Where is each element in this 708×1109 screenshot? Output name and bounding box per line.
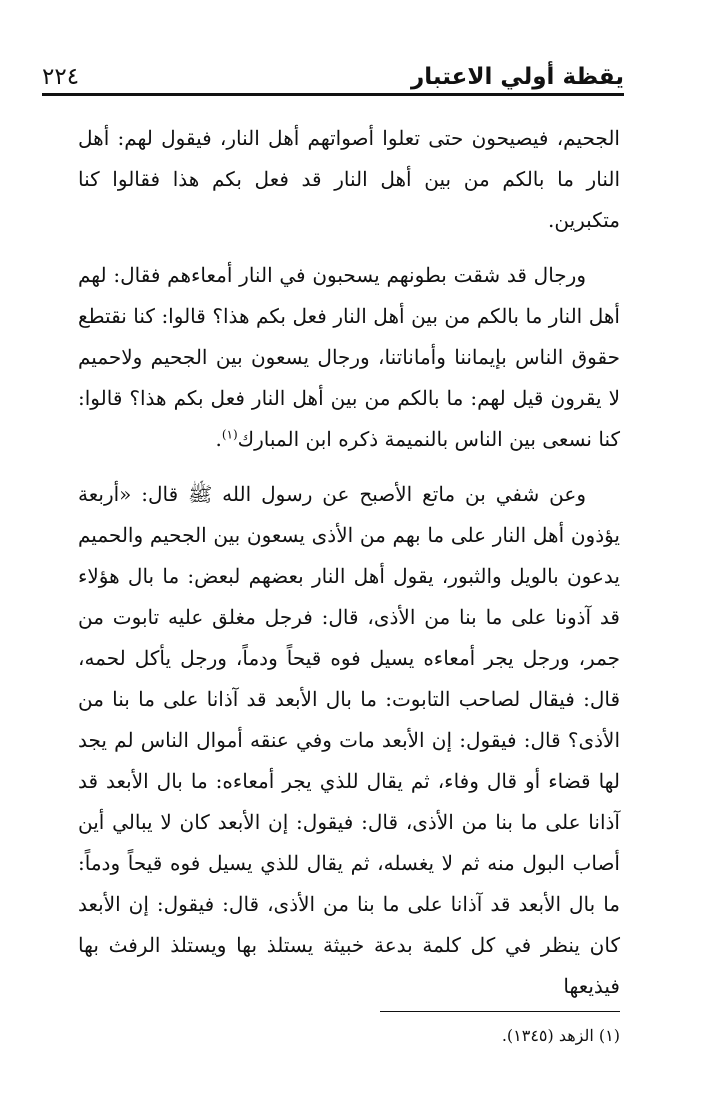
footnote: (١) الزهد (١٣٤٥). (501, 1026, 620, 1045)
page-number: ٢٢٤ (42, 64, 80, 90)
paragraph-1-text: الجحيم، فيصيحون حتى تعلوا أصواتهم أهل النار، فيقول لهم: أهل النار ما بالكم من بين أهل النار قد فعل بكم هذا فقالوا كنا متكبرين. (78, 126, 620, 232)
paragraph-2-tail: . (215, 427, 222, 451)
footnote-divider (380, 1011, 620, 1012)
book-title: يقظة أولي الاعتبار (410, 64, 624, 90)
paragraph-1 (78, 118, 620, 241)
running-header (42, 52, 624, 92)
paragraph-3 (78, 474, 620, 1007)
paragraph-3-text: وعن شفي بن ماتع الأصبح عن رسول الله ﷺ قال: «أربعة يؤذون أهل النار على ما بهم من الأذى يسعون بين الجحيم والحميم يدعون بالويل والثبور، يقول أهل النار بعضهم لبعض: ما بال هؤلاء قد آذونا على ما بنا من الأذى، قال: فرجل مغلق عليه تابوت من جمر، ورجل يجر أمعاءه يسيل فوه قيحاً ودماً، ورجل يأكل لحمه، قال: فيقال لصاحب التابوت: ما بال الأبعد قد آذانا على ما بنا من الأذى؟ قال: فيقول: إن الأبعد مات وفي عنقه أموال الناس لم يجد لها قضاء أو قال وفاء، ثم يقال للذي يجر أمعاءه: ما بال الأبعد قد آذانا على ما بنا من الأذى، قال: فيقول: إن الأبعد كان لا يبالي أين أصاب البول منه ثم لا يغسله، ثم يقال للذي يسيل فوه قيحاً ودماً: ما بال الأبعد قد آذانا على ما بنا من الأذى، قال: فيقول: إن الأبعد كان ينظر في كل كلمة بدعة خبيثة يستلذ بها ويستلذ الرفث بها فيذيعها (78, 482, 620, 998)
footnote-reference[interactable]: (١) (221, 427, 238, 442)
paragraph-2-text: ورجال قد شقت بطونهم يسحبون في النار أمعاءهم فقال: لهم أهل النار ما بالكم من بين أهل النار فعل بكم هذا؟ قالوا: كنا نقتطع حقوق الناس بإيماننا وأماناتنا، ورجال يسعون بين الجحيم ولاحميم لا يقرون قيل لهم: ما بالكم من بين أهل النار فعل بكم هذا؟ قالوا: كنا نسعى بين الناس بالنميمة ذكره ابن المبارك (78, 263, 620, 451)
paragraph-2 (78, 255, 620, 460)
header-divider (42, 93, 624, 96)
main-text (78, 118, 620, 1021)
